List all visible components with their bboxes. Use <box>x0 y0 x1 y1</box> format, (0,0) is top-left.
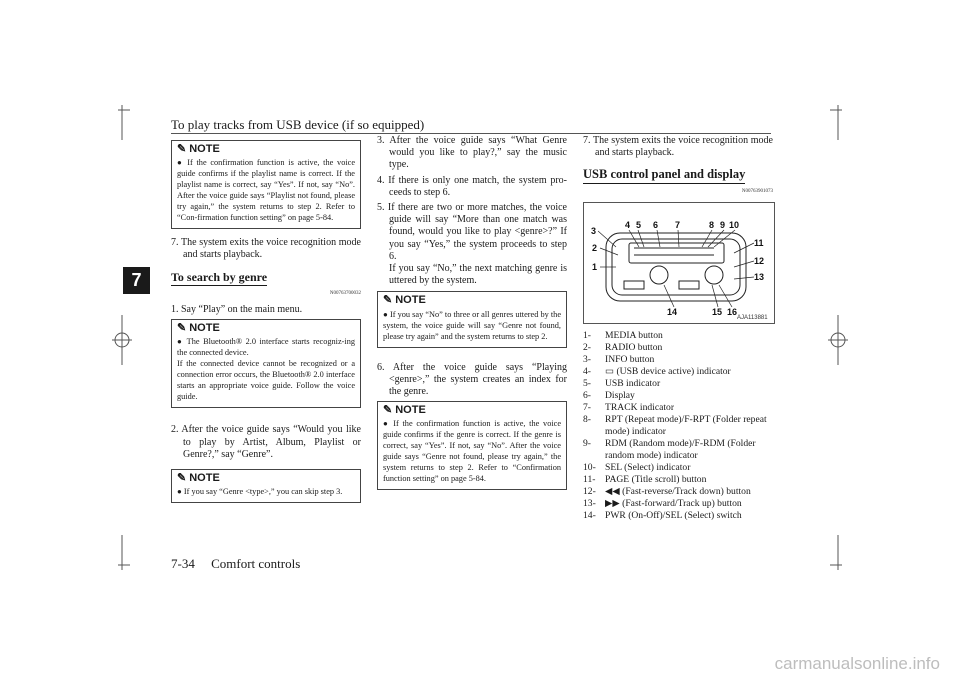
display-window <box>629 243 724 263</box>
pencil-icon: ✎ <box>177 472 187 485</box>
fast-reverse-icon: ◀◀ <box>605 485 623 497</box>
legend-item: 9- RDM (Random mode)/F-RDM (Folder random mode) indicator <box>583 437 756 461</box>
legend-item: 10- SEL (Select) indicator <box>583 461 691 473</box>
section-title-genre: To search by genre <box>171 271 267 286</box>
note-text: ● The Bluetooth® 2.0 interface starts recogniz-ing the connected device. If the connected device cannot be recognized or a connection error occurs, the Bluetooth® 2.0 interface starts an appropriate voice guide. Follow the voice guide. <box>177 337 355 402</box>
step-4: 4. If there is only one match, the system pro-ceeds to step 6. <box>377 174 567 198</box>
legend-item: 1- MEDIA button <box>583 329 663 341</box>
note-box <box>171 140 361 229</box>
note-text: ● If you say “No” to three or all genres uttered by the system, the voice guide will say “Genre not found, please try again” and the system returns to step 2. <box>383 309 562 341</box>
page-header-title: To play tracks from USB device (if so equipped) <box>171 117 425 132</box>
pencil-icon: ✎ <box>383 404 393 417</box>
callout-2: 2 <box>592 242 598 253</box>
callout-15: 15 <box>712 306 723 317</box>
note-box <box>377 291 567 347</box>
pencil-icon: ✎ <box>177 143 187 155</box>
legend-item: 5- USB indicator <box>583 377 661 389</box>
column-1 <box>171 140 361 511</box>
note-text: ● If the confirmation function is active, the voice guide confirms if the playlist name is correct. If the playlist name is correct, say “Yes”. If not, say “No”. After the voice guide says “Playlist not found, please try again,” the system returns to step 2. Refer to “Con-firmation function setting” on page 5-84. <box>177 158 356 223</box>
pencil-icon: ✎ <box>177 322 187 335</box>
callout-6: 6 <box>653 219 659 230</box>
section-title-usb-panel: USB control panel and display <box>583 168 745 183</box>
page-footer <box>171 556 300 572</box>
usb-control-panel-figure <box>583 202 775 324</box>
note-box <box>377 401 567 490</box>
legend-item: 6- Display <box>583 389 635 401</box>
note-text: ● If the confirmation function is active, the voice guide confirms if the genre is correct. If the genre is correct, say “Yes”. If not, say “No”. After the voice guide says “Genre not found, please try again,” the system returns to step 2. Refer to “Confirmation function setting” on page 5-84. <box>383 419 562 484</box>
note-box <box>171 469 361 503</box>
legend-item: 12- ◀◀ (Fast-reverse/Track down) button <box>583 485 751 497</box>
step-1: 1. Say “Play” on the main menu. <box>171 304 303 316</box>
callout-12: 12 <box>754 255 765 266</box>
column-2 <box>377 135 567 498</box>
step-6: 6. After the voice guide says “Playing <genre>,” the system creates an index for the genre. <box>377 361 567 398</box>
column-3 <box>583 135 773 522</box>
section-code: N00763700032 <box>329 290 361 296</box>
callout-9: 9 <box>720 219 726 230</box>
note-box <box>171 319 361 408</box>
legend-item: 14- PWR (On-Off)/SEL (Select) switch <box>583 509 742 521</box>
figure-code: AJA113881 <box>737 314 768 321</box>
step-3: 3. After the voice guide says “What Genre would you like to play?,” say the music type. <box>377 135 567 171</box>
note-heading: ✎ NOTE <box>177 472 220 485</box>
note-heading: ✎ NOTE <box>177 143 220 155</box>
control-panel-illustration <box>584 203 774 323</box>
legend-item: 11- PAGE (Title scroll) button <box>583 473 707 485</box>
legend-item: 13- ▶▶ (Fast-forward/Track up) button <box>583 497 742 509</box>
callout-4: 4 <box>625 219 631 230</box>
step-7: 7. The system exits the voice recognition mode and starts playback. <box>171 237 361 261</box>
chapter-tab: 7 <box>123 267 150 294</box>
note-heading: ✎ NOTE <box>383 294 426 307</box>
header-rule <box>171 133 771 134</box>
callout-7: 7 <box>675 219 681 230</box>
step-5: 5. If there are two or more matches, the voice guide will say “More than one match was found, would you like to play <genre>?” If you say “Yes,” the system proceeds to step 6. <box>377 202 567 262</box>
callout-10: 10 <box>729 219 740 230</box>
legend-item: 3- INFO button <box>583 353 655 365</box>
page-number: 7-34 <box>171 556 195 571</box>
step-7: 7. The system exits the voice recognition mode and starts playback. <box>583 135 773 159</box>
callout-16: 16 <box>727 306 738 317</box>
section-code: N00763901073 <box>741 188 773 194</box>
legend-item: 2- RADIO button <box>583 341 663 353</box>
callout-3: 3 <box>591 225 597 236</box>
footer-section: Comfort controls <box>211 556 301 571</box>
callout-11: 11 <box>754 237 764 248</box>
note-heading: ✎ NOTE <box>177 322 220 335</box>
callout-5: 5 <box>636 219 642 230</box>
watermark: carmanualsonline.info <box>774 654 940 673</box>
fast-forward-icon: ▶▶ <box>605 497 623 509</box>
step-5-continued: If you say “No,” the next matching genre is uttered by the system. <box>389 263 567 287</box>
legend-item: 7- TRACK indicator <box>583 401 675 413</box>
legend-item: 8- RPT (Repeat mode)/F-RPT (Folder repeat mode) indicator <box>583 413 767 437</box>
legend-item: 4- ▭ (USB device active) indicator <box>583 365 731 377</box>
callout-13: 13 <box>754 271 765 282</box>
legend-list <box>583 330 773 522</box>
step-2: 2. After the voice guide says “Would you like to play by Artist, Album, Playlist or Genre?,” say “Genre”. <box>171 424 361 460</box>
callout-8: 8 <box>709 219 715 230</box>
pencil-icon: ✎ <box>383 294 393 307</box>
callout-14: 14 <box>667 306 678 317</box>
callout-1: 1 <box>592 261 598 272</box>
usb-device-icon: ▭ <box>605 365 617 377</box>
note-text: ● If you say “Genre <type>,” you can skip step 3. <box>177 487 343 497</box>
note-heading: ✎ NOTE <box>383 404 426 417</box>
